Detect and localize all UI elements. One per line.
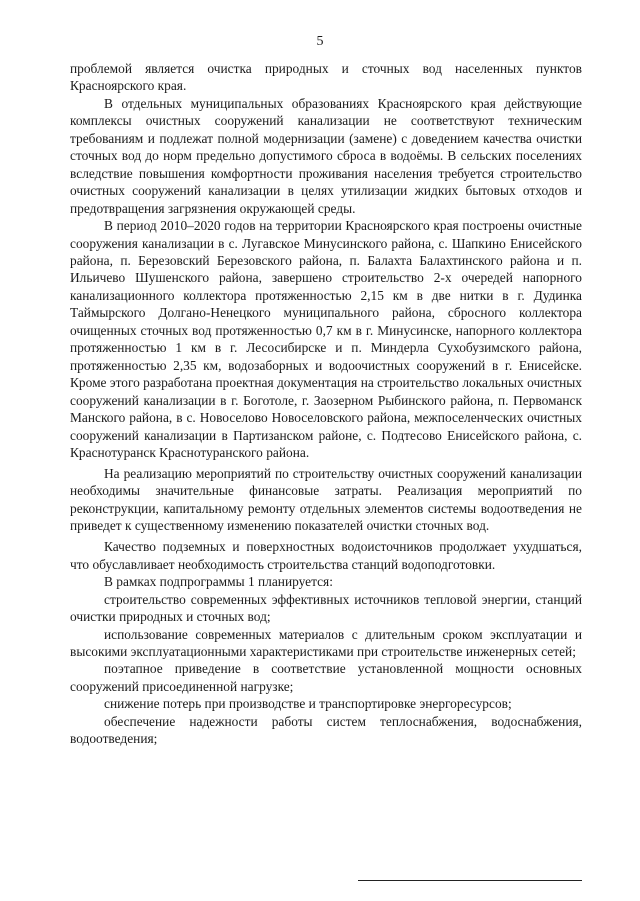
signature-line [358,880,582,881]
paragraph: На реализацию мероприятий по строительству очистных сооружений канализации необходимы значительные финансовые затраты. Реализация мероприятий по реконструкции, капитальному ремонту отдельных элементов системы водоотведения не приведет к существенному изменению показателей очистки сточных вод. [70,465,582,534]
paragraph: В отдельных муниципальных образованиях Красноярского края действующие комплексы очистных сооружений канализации не соответствуют техническим требованиям и подлежат полной модернизации (замене) с доведением качества очистки сточных вод до норм предельно допустимого сброса в водоёмы. В сельских поселениях вследствие повышения комфортности проживания населения требуется строительство очистных сооружений канализации в целях утилизации жидких бытовых отходов и предотвращения загрязнения окружающей среды. [70,95,582,216]
list-intro: В рамках подпрограммы 1 планируется: [104,574,333,590]
list-item: поэтапное приведение в соответствие установленной мощности основных сооружений присоединенной нагрузке; [70,661,582,694]
paragraph: В период 2010–2020 годов на территории Красноярского края построены очистные сооружения канализации в с. Лугавское Минусинского района, с. Шапкино Енисейского района, п. Березовский Березовского района, п. Балахта Балахтинского района и п. Ильичево Шушенского района, завершено строительство 2-х очередей напорного канализационного коллектора протяженностью 2,15 км в две нитки в г. Дудинка Таймырского Долгано-Ненецкого муниципального района, сбросного коллектора очищенных сточных вод протяженностью 0,7 км в г. Минусинске, напорного коллектора протяженностью 1 км в г. Лесосибирске и п. Миндерла Сухобузимского района, протяженностью 2,35 км, водозаборных и водоочистных сооружений в г. Енисейске. Кроме этого разработана проектная документация на строительство локальных очистных сооружений канализации в г. Боготоле, г. Заозерном Рыбинского района, п. Первоманск Манского района, в с. Новоселово Новоселовского района, межпоселенческих очистных сооружений канализации в Партизанском районе, с. Подтесово Енисейского района, с. Краснотуранск Краснотуранского района. [70,218,582,460]
list-item: использование современных материалов с длительным сроком эксплуатации и высокими эксплуатационными характеристиками при строительстве инженерных сетей; [70,626,582,659]
paragraph: Качество подземных и поверхностных водоисточников продолжает ухудшаться, что обуславливает необходимость строительства станций водоподготовки. [70,539,582,572]
body-text [70,60,582,748]
paragraph: проблемой является очистка природных и сточных вод населенных пунктов Красноярского края. [70,61,582,94]
page-number: 5 [316,34,324,49]
list-item: снижение потерь при производстве и транспортировке энергоресурсов; [104,696,512,712]
list-item: строительство современных эффективных источников тепловой энергии, станций очистки природных и сточных вод; [70,591,582,625]
list-item: обеспечение надежности работы систем теплоснабжения, водоснабжения, водоотведения; [70,713,582,747]
